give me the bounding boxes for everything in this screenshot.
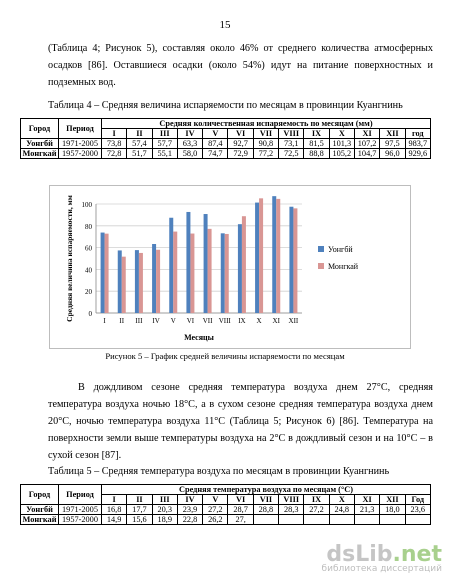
table4-cell: 87,4 [203, 139, 228, 149]
table5-month: XII [380, 495, 405, 505]
table4-month: год [405, 129, 430, 139]
table4-month: I [102, 129, 127, 139]
table4-month: V [203, 129, 228, 139]
table5-cell [329, 515, 354, 525]
bar-uongbi [169, 218, 173, 313]
table5-month: III [152, 495, 177, 505]
watermark-logo-tld: .net [392, 542, 442, 567]
table4-month: III [152, 129, 177, 139]
table4-cell: 101,3 [329, 139, 354, 149]
bar-mongkai [173, 232, 177, 313]
table4-month: XI [354, 129, 379, 139]
table5-cell [354, 515, 379, 525]
x-tick-label: VI [186, 317, 195, 325]
table4-cell: 72,9 [228, 149, 253, 159]
table4-caption: Таблица 4 – Средняя величина испаряемости по месяцам в провинции Куангнинь [48, 100, 403, 111]
x-tick-label: I [103, 317, 106, 325]
paragraph-1-text: (Таблица 4; Рисунок 5), составляя около 46% от среднего количества атмосферных осадков [86]. Оставшиеся осадки (около 54%) идут на питание поверхностных и подземных вод. [48, 43, 433, 88]
table5-cell: 14,9 [102, 515, 127, 525]
bar-uongbi [135, 250, 139, 313]
table4-month: IX [304, 129, 329, 139]
page-number: 15 [219, 19, 231, 31]
table5-month: IX [304, 495, 329, 505]
table4-cell: 104,7 [354, 149, 379, 159]
paragraph-2-text: В дождливом сезоне средняя температура воздуха днем 27°C, средняя температура воздуха ночью 18°C, а в сухом сезоне средняя температура воздуха днем 20°C, ночью температура воздуха 11°C (Таблица 5; Рисунок 6) [86]. Температура на поверхности земли выше температуры воздуха на 2°C в дождливый сезон и на 10°C – в сухой сезон [87]. [48, 382, 433, 461]
table4-cell: 97,5 [380, 139, 405, 149]
watermark-subtitle: библиотека диссертаций [321, 564, 442, 574]
table4-month: II [127, 129, 152, 139]
table4-cell: 55,1 [152, 149, 177, 159]
table4-cell: 983,7 [405, 139, 430, 149]
table5-cell: 20,3 [152, 505, 177, 515]
table5-cell [405, 515, 430, 525]
table5-cell: 16,8 [102, 505, 127, 515]
table4-cell: 81,5 [304, 139, 329, 149]
table5-cell: 26,2 [203, 515, 228, 525]
x-tick-label: V [170, 317, 176, 325]
table5-month: VII [253, 495, 278, 505]
x-axis-label: Месяцы [184, 333, 214, 342]
bar-mongkai [156, 250, 160, 313]
bar-mongkai [208, 229, 212, 313]
legend-label: Монгкай [328, 262, 359, 271]
table5-cell: 23,9 [177, 505, 202, 515]
table5-month: X [329, 495, 354, 505]
table5-cell [304, 515, 329, 525]
table5-month: XI [354, 495, 379, 505]
table4-cell: 96,0 [380, 149, 405, 159]
table-row [21, 515, 431, 525]
table4-month: XII [380, 129, 405, 139]
table5-cell: 27, [228, 515, 253, 525]
table4-month: X [329, 129, 354, 139]
table5-caption: Таблица 5 – Средняя температура воздуха по месяцам в провинции Куангнинь [48, 466, 390, 477]
table4-cell: 63,3 [177, 139, 202, 149]
table-row [21, 149, 431, 159]
table4-city: Уонгбй [21, 139, 59, 149]
bar-uongbi [255, 203, 259, 313]
table5-cell: 24,8 [329, 505, 354, 515]
table5-cell: 17,7 [127, 505, 152, 515]
table4-month: VIII [279, 129, 304, 139]
table5-period: 1957-2000 [59, 515, 102, 525]
y-tick-label: 80 [85, 222, 92, 231]
table5 [20, 484, 431, 525]
y-tick-label: 100 [81, 201, 92, 209]
table5-cell: 27,2 [304, 505, 329, 515]
table5-group-header: Средняя температура воздуха по месяцам (°C) [102, 485, 431, 495]
chart-svg [50, 186, 410, 348]
table-row [21, 505, 431, 515]
bar-mongkai [190, 234, 194, 313]
table5-month: IV [177, 495, 202, 505]
legend-swatch [318, 263, 324, 269]
table5-period: 1971-2005 [59, 505, 102, 515]
table4-month: VI [228, 129, 253, 139]
table5-header-period: Период [59, 485, 102, 505]
table5-cell [279, 515, 304, 525]
table4-month: VII [253, 129, 278, 139]
bar-uongbi [272, 196, 276, 313]
table4-cell: 107,2 [354, 139, 379, 149]
bar-mongkai [293, 208, 297, 313]
watermark [322, 542, 442, 574]
table4-cell: 51,7 [127, 149, 152, 159]
table5-cell: 23,6 [405, 505, 430, 515]
table4-group-header: Средняя количественная испаряемость по месяцам (мм) [102, 119, 431, 129]
table5-cell: 18,0 [380, 505, 405, 515]
table5-month: Год [405, 495, 430, 505]
table4 [20, 118, 431, 159]
bar-mongkai [259, 198, 263, 313]
bar-uongbi [289, 207, 293, 313]
table4-cell: 72,5 [279, 149, 304, 159]
table5-cell [380, 515, 405, 525]
table4-cell: 77,2 [253, 149, 278, 159]
table4-cell: 90,8 [253, 139, 278, 149]
watermark-logo-main: dsLib [326, 542, 393, 567]
table5-month: VI [228, 495, 253, 505]
bar-uongbi [186, 212, 190, 313]
table5-month: V [203, 495, 228, 505]
table4-cell: 88,8 [304, 149, 329, 159]
table5-cell: 28,7 [228, 505, 253, 515]
bar-uongbi [204, 214, 208, 313]
bar-uongbi [152, 244, 156, 313]
table5-month: I [102, 495, 127, 505]
table5-city: Уонгбй [21, 505, 59, 515]
table5-header-city: Город [21, 485, 59, 505]
table4-header-city: Город [21, 119, 59, 139]
table5-cell [253, 515, 278, 525]
bar-uongbi [238, 224, 242, 313]
bar-uongbi [118, 250, 122, 313]
y-tick-label: 0 [88, 310, 92, 318]
x-tick-label: II [119, 317, 125, 325]
table4-cell: 57,4 [127, 139, 152, 149]
x-tick-label: VIII [218, 317, 231, 325]
bar-mongkai [139, 253, 143, 313]
figure-5-chart [49, 185, 411, 349]
paragraph-2 [48, 379, 433, 464]
bar-uongbi [221, 233, 225, 313]
table4-month: IV [177, 129, 202, 139]
y-tick-label: 60 [85, 244, 92, 253]
table4-cell: 57,7 [152, 139, 177, 149]
table5-month: VIII [279, 495, 304, 505]
table5-cell: 27,2 [203, 505, 228, 515]
x-tick-label: XI [272, 317, 280, 325]
table5-cell: 21,3 [354, 505, 379, 515]
table4-cell: 72,8 [102, 149, 127, 159]
table4-cell: 74,7 [203, 149, 228, 159]
bar-mongkai [105, 234, 109, 313]
x-tick-label: XII [288, 317, 299, 325]
paragraph-1 [48, 40, 433, 91]
table5-month: II [127, 495, 152, 505]
table4-cell: 92,7 [228, 139, 253, 149]
table5-city: Монгкай [22, 515, 57, 524]
figure-5-caption: Рисунок 5 – График средней величины испаряемости по месяцам [105, 351, 345, 361]
bar-uongbi [101, 233, 105, 313]
table4-cell: 929,6 [405, 149, 430, 159]
table4-header-period: Период [59, 119, 102, 139]
table4-cell: 58,0 [177, 149, 202, 159]
x-tick-label: VII [202, 317, 213, 325]
table4-cell: 105,2 [329, 149, 354, 159]
table4-cell: 73,8 [102, 139, 127, 149]
bar-mongkai [122, 257, 126, 313]
table4-city: Монгкай [22, 149, 57, 158]
bar-mongkai [276, 199, 280, 313]
y-tick-label: 20 [85, 288, 92, 297]
x-tick-label: IX [238, 317, 246, 325]
x-tick-label: X [256, 317, 262, 325]
table4-cell: 73,1 [279, 139, 304, 149]
legend-swatch [318, 246, 324, 252]
legend-label: Уонгбй [328, 245, 353, 254]
table4-period: 1957-2000 [59, 149, 102, 159]
table5-cell: 22,8 [177, 515, 202, 525]
table5-cell: 15,6 [127, 515, 152, 525]
y-axis-label: Средняя величина испаряемости, мм [65, 195, 74, 322]
bar-mongkai [242, 216, 246, 313]
table4-period: 1971-2005 [59, 139, 102, 149]
table5-cell: 28,3 [279, 505, 304, 515]
x-tick-label: III [135, 317, 143, 325]
table5-cell: 18,9 [152, 515, 177, 525]
table5-cell: 28,8 [253, 505, 278, 515]
table-row [21, 139, 431, 149]
x-tick-label: IV [152, 317, 160, 325]
bar-mongkai [225, 234, 229, 313]
y-tick-label: 40 [85, 266, 92, 275]
